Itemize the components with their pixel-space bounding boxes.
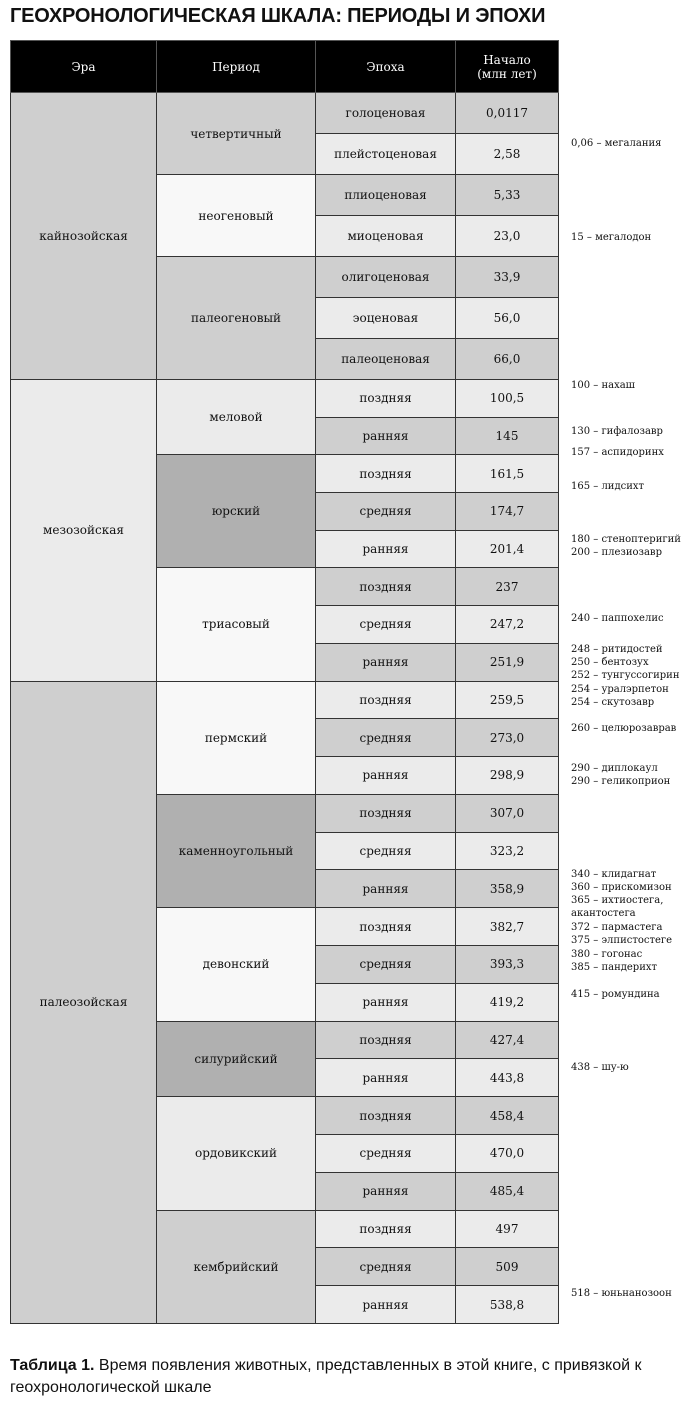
epoch-cell: ранняя xyxy=(316,417,456,455)
header-period: Период xyxy=(157,41,316,93)
animal-note: 157 – аспидоринх xyxy=(571,447,664,458)
epoch-cell: средняя xyxy=(316,493,456,531)
period-cell: пермский xyxy=(157,681,316,794)
period-cell: меловой xyxy=(157,380,316,455)
start-cell: 358,9 xyxy=(456,870,559,908)
start-cell: 251,9 xyxy=(456,643,559,681)
animal-note: 372 – пармастега xyxy=(571,922,663,933)
start-cell: 237 xyxy=(456,568,559,606)
animal-note: 518 – юньнанозоон xyxy=(571,1288,672,1299)
animal-note: акантостега xyxy=(571,908,636,919)
animal-note: 380 – гогонас xyxy=(571,949,643,960)
epoch-cell: ранняя xyxy=(316,983,456,1021)
epoch-cell: эоценовая xyxy=(316,298,456,339)
start-cell: 497 xyxy=(456,1210,559,1248)
start-cell: 298,9 xyxy=(456,757,559,795)
start-cell: 419,2 xyxy=(456,983,559,1021)
period-cell: четвертичный xyxy=(157,93,316,175)
start-cell: 382,7 xyxy=(456,908,559,946)
animal-note: 250 – бентозух xyxy=(571,657,649,668)
start-cell: 247,2 xyxy=(456,606,559,644)
epoch-cell: голоценовая xyxy=(316,93,456,134)
table-caption xyxy=(10,1355,685,1399)
animal-note: 340 – клидагнат xyxy=(571,869,657,880)
start-cell: 509 xyxy=(456,1248,559,1286)
geochronological-table xyxy=(10,40,559,1324)
caption-text: Время появления животных, представленных в этой книге, с привязкой к геохронологической шкале xyxy=(10,1357,642,1396)
header-epoch: Эпоха xyxy=(316,41,456,93)
start-cell: 201,4 xyxy=(456,530,559,568)
start-cell: 56,0 xyxy=(456,298,559,339)
start-cell: 323,2 xyxy=(456,832,559,870)
animal-note: 360 – прискомизон xyxy=(571,882,672,893)
table-row xyxy=(11,380,559,418)
animal-note: 375 – элпистостеге xyxy=(571,935,673,946)
start-cell: 5,33 xyxy=(456,175,559,216)
start-cell: 33,9 xyxy=(456,257,559,298)
period-cell: силурийский xyxy=(157,1021,316,1097)
page-title: ГЕОХРОНОЛОГИЧЕСКАЯ ШКАЛА: ПЕРИОДЫ И ЭПОХИ xyxy=(10,5,546,27)
animal-note: 0,06 – мегалания xyxy=(571,138,662,149)
start-cell: 307,0 xyxy=(456,794,559,832)
start-cell: 485,4 xyxy=(456,1172,559,1210)
animal-note: 438 – шу-ю xyxy=(571,1062,629,1073)
epoch-cell: ранняя xyxy=(316,757,456,795)
animal-note: 385 – пандерихт xyxy=(571,962,658,973)
period-cell: кембрийский xyxy=(157,1210,316,1323)
epoch-cell: поздняя xyxy=(316,681,456,719)
animal-note: 100 – нахаш xyxy=(571,380,635,391)
animal-note: 180 – стеноптеригий xyxy=(571,534,681,545)
epoch-cell: поздняя xyxy=(316,1210,456,1248)
start-cell: 470,0 xyxy=(456,1135,559,1173)
start-cell: 427,4 xyxy=(456,1021,559,1059)
animal-note: 260 – целюрозаврав xyxy=(571,723,677,734)
epoch-cell: ранняя xyxy=(316,1286,456,1324)
start-cell: 259,5 xyxy=(456,681,559,719)
animal-note: 248 – ритидостей xyxy=(571,644,663,655)
epoch-cell: ранняя xyxy=(316,643,456,681)
caption-label: Таблица 1. xyxy=(10,1357,95,1374)
epoch-cell: средняя xyxy=(316,1248,456,1286)
start-cell: 174,7 xyxy=(456,493,559,531)
animal-note: 365 – ихтиостега, xyxy=(571,895,664,906)
start-cell: 0,0117 xyxy=(456,93,559,134)
epoch-cell: палеоценовая xyxy=(316,339,456,380)
era-cell: мезозойская xyxy=(11,380,157,682)
table-row xyxy=(11,681,559,719)
epoch-cell: средняя xyxy=(316,1135,456,1173)
epoch-cell: ранняя xyxy=(316,530,456,568)
start-cell: 161,5 xyxy=(456,455,559,493)
epoch-cell: плиоценовая xyxy=(316,175,456,216)
animal-note: 415 – ромундина xyxy=(571,989,660,1000)
header-start: Начало (млн лет) xyxy=(456,41,559,93)
start-cell: 443,8 xyxy=(456,1059,559,1097)
animal-note: 254 – скутозавр xyxy=(571,697,655,708)
epoch-cell: ранняя xyxy=(316,870,456,908)
period-cell: юрский xyxy=(157,455,316,568)
animal-note: 200 – плезиозавр xyxy=(571,547,662,558)
period-cell: каменноугольный xyxy=(157,794,316,907)
epoch-cell: средняя xyxy=(316,606,456,644)
era-cell: палеозойская xyxy=(11,681,157,1324)
epoch-cell: плейстоценовая xyxy=(316,134,456,175)
start-cell: 538,8 xyxy=(456,1286,559,1324)
animal-note: 252 – тунгуссогирин xyxy=(571,670,680,681)
epoch-cell: ранняя xyxy=(316,1059,456,1097)
period-cell: палеогеновый xyxy=(157,257,316,380)
epoch-cell: поздняя xyxy=(316,380,456,418)
animal-note: 165 – лидсихт xyxy=(571,481,645,492)
epoch-cell: ранняя xyxy=(316,1172,456,1210)
animal-note: 254 – уралэрпетон xyxy=(571,684,669,695)
epoch-cell: поздняя xyxy=(316,794,456,832)
start-cell: 23,0 xyxy=(456,216,559,257)
epoch-cell: поздняя xyxy=(316,1021,456,1059)
epoch-cell: средняя xyxy=(316,832,456,870)
start-cell: 393,3 xyxy=(456,946,559,984)
start-cell: 273,0 xyxy=(456,719,559,757)
epoch-cell: поздняя xyxy=(316,1097,456,1135)
header-era: Эра xyxy=(11,41,157,93)
epoch-cell: поздняя xyxy=(316,568,456,606)
epoch-cell: поздняя xyxy=(316,455,456,493)
epoch-cell: поздняя xyxy=(316,908,456,946)
epoch-cell: олигоценовая xyxy=(316,257,456,298)
start-cell: 66,0 xyxy=(456,339,559,380)
start-cell: 100,5 xyxy=(456,380,559,418)
start-cell: 458,4 xyxy=(456,1097,559,1135)
period-cell: триасовый xyxy=(157,568,316,681)
period-cell: неогеновый xyxy=(157,175,316,257)
animal-note: 15 – мегалодон xyxy=(571,232,652,243)
epoch-cell: средняя xyxy=(316,719,456,757)
start-cell: 2,58 xyxy=(456,134,559,175)
animal-note: 240 – паппохелис xyxy=(571,613,664,624)
start-cell: 145 xyxy=(456,417,559,455)
animal-note: 290 – диплокаул xyxy=(571,763,658,774)
animal-note: 290 – геликоприон xyxy=(571,776,671,787)
table-row xyxy=(11,93,559,134)
animal-note: 130 – гифалозавр xyxy=(571,426,663,437)
epoch-cell: средняя xyxy=(316,946,456,984)
period-cell: девонский xyxy=(157,908,316,1021)
period-cell: ордовикский xyxy=(157,1097,316,1210)
era-cell: кайнозойская xyxy=(11,93,157,380)
epoch-cell: миоценовая xyxy=(316,216,456,257)
